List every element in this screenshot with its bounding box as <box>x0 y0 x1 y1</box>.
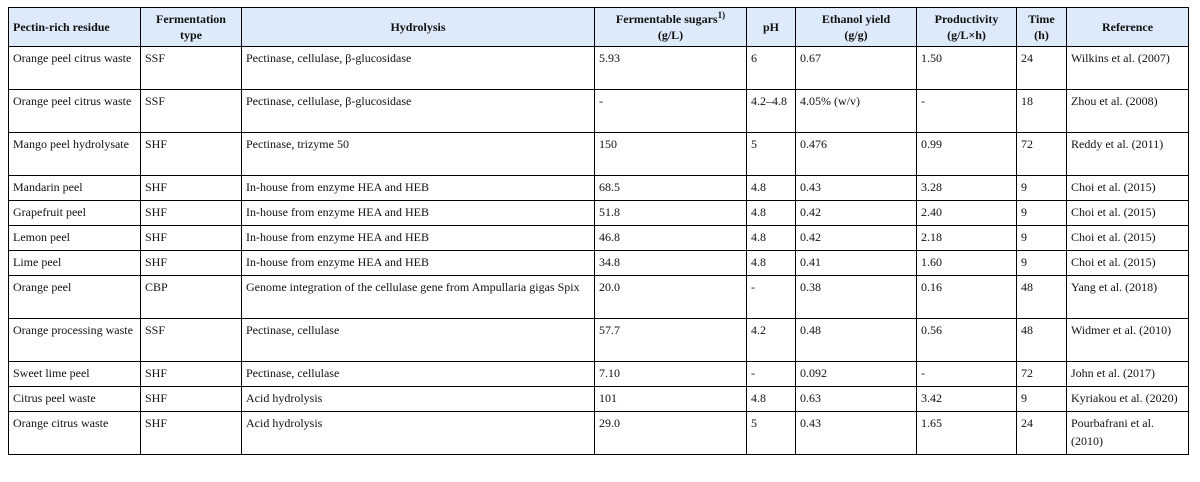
cell-time: 24 <box>1017 47 1067 90</box>
cell-fermentable-sugars: 29.0 <box>595 412 747 455</box>
cell-ph: 4.8 <box>747 251 796 276</box>
table-row <box>9 319 1189 362</box>
cell-productivity: - <box>917 362 1017 387</box>
cell-hydrolysis: Pectinase, cellulase <box>242 319 595 362</box>
cell-time: 72 <box>1017 133 1067 176</box>
cell-ethanol-yield: 0.43 <box>796 176 917 201</box>
cell-time: 9 <box>1017 226 1067 251</box>
cell-time: 48 <box>1017 319 1067 362</box>
cell-residue: Orange peel <box>9 276 141 319</box>
header-fermentable-sugars: Fermentable sugars$^{1)}$ (g/L) <box>595 8 747 47</box>
table-row <box>9 251 1189 276</box>
cell-reference: Wilkins et al. (2007) <box>1067 47 1189 90</box>
cell-hydrolysis: Acid hydrolysis <box>242 387 595 412</box>
cell-reference: Choi et al. (2015) <box>1067 251 1189 276</box>
cell-fermentable-sugars: 34.8 <box>595 251 747 276</box>
cell-fermentable-sugars: 57.7 <box>595 319 747 362</box>
header-ethanol-yield: Ethanol yield (g/g) <box>796 8 917 47</box>
header-row <box>9 8 1189 47</box>
cell-hydrolysis: Pectinase, trizyme 50 <box>242 133 595 176</box>
cell-time: 48 <box>1017 276 1067 319</box>
header-hydrolysis: Hydrolysis <box>242 8 595 47</box>
cell-residue: Lemon peel <box>9 226 141 251</box>
cell-ph: 5 <box>747 133 796 176</box>
cell-hydrolysis: In-house from enzyme HEA and HEB <box>242 176 595 201</box>
cell-fermentable-sugars: 5.93 <box>595 47 747 90</box>
cell-reference: Choi et al. (2015) <box>1067 226 1189 251</box>
table-row <box>9 387 1189 412</box>
table-row <box>9 47 1189 90</box>
cell-ethanol-yield: 0.41 <box>796 251 917 276</box>
cell-ethanol-yield: 0.63 <box>796 387 917 412</box>
cell-reference: Pourbafrani et al. (2010) <box>1067 412 1189 455</box>
cell-residue: Lime peel <box>9 251 141 276</box>
cell-ethanol-yield: 0.38 <box>796 276 917 319</box>
cell-productivity: - <box>917 90 1017 133</box>
cell-fermentation-type: SHF <box>141 133 242 176</box>
cell-productivity: 0.56 <box>917 319 1017 362</box>
cell-reference: Choi et al. (2015) <box>1067 201 1189 226</box>
header-ph: pH <box>747 8 796 47</box>
cell-fermentable-sugars: 51.8 <box>595 201 747 226</box>
cell-ethanol-yield: 0.42 <box>796 201 917 226</box>
cell-hydrolysis: Acid hydrolysis <box>242 412 595 455</box>
cell-hydrolysis: Genome integration of the cellulase gene from Ampullaria gigas Spix <box>242 276 595 319</box>
cell-productivity: 1.60 <box>917 251 1017 276</box>
cell-hydrolysis: In-house from enzyme HEA and HEB <box>242 201 595 226</box>
cell-fermentation-type: SHF <box>141 387 242 412</box>
cell-reference: Yang et al. (2018) <box>1067 276 1189 319</box>
cell-productivity: 0.99 <box>917 133 1017 176</box>
cell-ph: - <box>747 362 796 387</box>
table-row <box>9 226 1189 251</box>
cell-time: 24 <box>1017 412 1067 455</box>
cell-fermentable-sugars: 150 <box>595 133 747 176</box>
cell-fermentation-type: SSF <box>141 47 242 90</box>
cell-ethanol-yield: 0.43 <box>796 412 917 455</box>
cell-time: 9 <box>1017 251 1067 276</box>
cell-fermentable-sugars: - <box>595 90 747 133</box>
cell-ph: 5 <box>747 412 796 455</box>
cell-ph: 4.8 <box>747 387 796 412</box>
cell-time: 18 <box>1017 90 1067 133</box>
cell-reference: Widmer et al. (2010) <box>1067 319 1189 362</box>
table-row <box>9 176 1189 201</box>
cell-residue: Sweet lime peel <box>9 362 141 387</box>
cell-ph: 4.2 <box>747 319 796 362</box>
cell-fermentation-type: SHF <box>141 251 242 276</box>
cell-time: 9 <box>1017 176 1067 201</box>
table-header <box>9 8 1189 47</box>
cell-ph: - <box>747 276 796 319</box>
cell-time: 72 <box>1017 362 1067 387</box>
cell-fermentable-sugars: 7.10 <box>595 362 747 387</box>
cell-fermentation-type: SHF <box>141 176 242 201</box>
table-row <box>9 412 1189 455</box>
cell-productivity: 3.42 <box>917 387 1017 412</box>
cell-ph: 4.8 <box>747 226 796 251</box>
cell-ethanol-yield: 0.67 <box>796 47 917 90</box>
cell-hydrolysis: Pectinase, cellulase, β-glucosidase <box>242 47 595 90</box>
cell-productivity: 1.50 <box>917 47 1017 90</box>
cell-fermentation-type: SHF <box>141 201 242 226</box>
cell-hydrolysis: In-house from enzyme HEA and HEB <box>242 251 595 276</box>
header-time: Time (h) <box>1017 8 1067 47</box>
cell-residue: Orange peel citrus waste <box>9 47 141 90</box>
cell-residue: Mandarin peel <box>9 176 141 201</box>
table-body <box>9 47 1189 455</box>
cell-productivity: 2.18 <box>917 226 1017 251</box>
cell-residue: Orange peel citrus waste <box>9 90 141 133</box>
footnote-marker: 1) <box>717 10 726 20</box>
cell-productivity: 2.40 <box>917 201 1017 226</box>
cell-reference: Choi et al. (2015) <box>1067 176 1189 201</box>
cell-ph: 6 <box>747 47 796 90</box>
cell-fermentation-type: SSF <box>141 90 242 133</box>
cell-reference: John et al. (2017) <box>1067 362 1189 387</box>
cell-hydrolysis: Pectinase, cellulase, β-glucosidase <box>242 90 595 133</box>
cell-ethanol-yield: 0.476 <box>796 133 917 176</box>
cell-fermentation-type: SHF <box>141 226 242 251</box>
cell-ethanol-yield: 0.42 <box>796 226 917 251</box>
cell-productivity: 3.28 <box>917 176 1017 201</box>
cell-productivity: 1.65 <box>917 412 1017 455</box>
cell-time: 9 <box>1017 201 1067 226</box>
ethanol-production-table <box>8 7 1189 455</box>
table-row <box>9 90 1189 133</box>
cell-fermentable-sugars: 20.0 <box>595 276 747 319</box>
cell-ph: 4.2–4.8 <box>747 90 796 133</box>
cell-time: 9 <box>1017 387 1067 412</box>
cell-fermentation-type: SHF <box>141 362 242 387</box>
cell-reference: Kyriakou et al. (2020) <box>1067 387 1189 412</box>
table-row <box>9 276 1189 319</box>
cell-residue: Orange processing waste <box>9 319 141 362</box>
table-row <box>9 133 1189 176</box>
cell-reference: Reddy et al. (2011) <box>1067 133 1189 176</box>
cell-fermentation-type: SHF <box>141 412 242 455</box>
cell-ethanol-yield: 0.092 <box>796 362 917 387</box>
cell-residue: Mango peel hydrolysate <box>9 133 141 176</box>
cell-productivity: 0.16 <box>917 276 1017 319</box>
cell-residue: Orange citrus waste <box>9 412 141 455</box>
cell-fermentable-sugars: 101 <box>595 387 747 412</box>
cell-ph: 4.8 <box>747 201 796 226</box>
table-row <box>9 201 1189 226</box>
table-row <box>9 362 1189 387</box>
cell-ethanol-yield: 4.05% (w/v) <box>796 90 917 133</box>
cell-hydrolysis: In-house from enzyme HEA and HEB <box>242 226 595 251</box>
cell-fermentable-sugars: 68.5 <box>595 176 747 201</box>
cell-fermentable-sugars: 46.8 <box>595 226 747 251</box>
cell-residue: Citrus peel waste <box>9 387 141 412</box>
cell-reference: Zhou et al. (2008) <box>1067 90 1189 133</box>
header-fermentation-type: Fermentation type <box>141 8 242 47</box>
cell-residue: Grapefruit peel <box>9 201 141 226</box>
table-wrapper <box>8 7 1189 455</box>
header-productivity: Productivity (g/L×h) <box>917 8 1017 47</box>
header-residue: Pectin-rich residue <box>9 8 141 47</box>
header-reference: Reference <box>1067 8 1189 47</box>
cell-ph: 4.8 <box>747 176 796 201</box>
cell-hydrolysis: Pectinase, cellulase <box>242 362 595 387</box>
cell-fermentation-type: CBP <box>141 276 242 319</box>
cell-ethanol-yield: 0.48 <box>796 319 917 362</box>
cell-fermentation-type: SSF <box>141 319 242 362</box>
